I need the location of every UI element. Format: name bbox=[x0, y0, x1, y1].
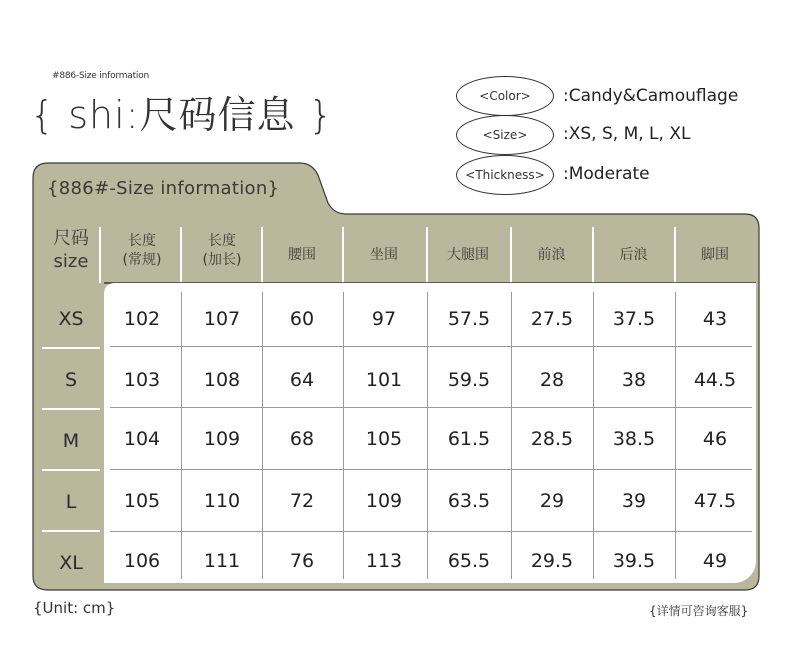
column-gridline bbox=[427, 292, 428, 579]
header-size-cn: 尺码 bbox=[53, 228, 89, 249]
row-gridline bbox=[110, 531, 752, 532]
page-title: { shi:尺码信息 } bbox=[30, 93, 334, 137]
row-label-xs: XS bbox=[58, 307, 84, 330]
table-cell: 57.5 bbox=[447, 308, 491, 330]
header-size-en: size bbox=[53, 251, 89, 272]
table-cell: 39.5 bbox=[612, 550, 656, 572]
table-cell: 110 bbox=[203, 490, 241, 512]
header-back-rise: 后浪 bbox=[619, 247, 648, 263]
table-cell: 59.5 bbox=[447, 369, 491, 391]
table-cell: 105 bbox=[123, 490, 161, 512]
header-length-regular: 长度 (常规) bbox=[122, 233, 162, 268]
table-cell: 72 bbox=[289, 490, 315, 512]
header-waist: 腰围 bbox=[288, 247, 316, 263]
table-cell: 38.5 bbox=[612, 428, 656, 450]
table-cell: 97 bbox=[371, 308, 397, 330]
table-cell: 60 bbox=[289, 308, 315, 330]
header-front-rise: 前浪 bbox=[537, 247, 566, 263]
row-gridline bbox=[110, 469, 752, 470]
table-cell: 28.5 bbox=[530, 428, 574, 450]
table-cell: 49 bbox=[702, 550, 728, 572]
table-cell: 109 bbox=[365, 490, 403, 512]
row-gridline bbox=[110, 346, 752, 347]
row-label-l: L bbox=[65, 490, 77, 513]
table-cell: 64 bbox=[289, 369, 315, 391]
size-value: :XS, S, M, L, XL bbox=[563, 124, 691, 144]
table-cell: 39 bbox=[621, 490, 647, 512]
customer-service-note: {详情可咨询客服} bbox=[649, 604, 749, 618]
header-hip: 坐围 bbox=[370, 247, 398, 263]
size-key-pill: <Size> bbox=[456, 115, 554, 155]
table-cell: 65.5 bbox=[447, 550, 491, 572]
table-cell: 105 bbox=[365, 428, 403, 450]
header-length-long: 长度 (加长) bbox=[202, 233, 242, 268]
table-cell: 28 bbox=[539, 369, 565, 391]
table-cell: 113 bbox=[365, 550, 403, 572]
table-cell: 29 bbox=[539, 490, 565, 512]
table-cell: 106 bbox=[123, 550, 161, 572]
table-cell: 61.5 bbox=[447, 428, 491, 450]
color-value: :Candy&Camouflage bbox=[563, 86, 739, 106]
thickness-value: :Moderate bbox=[563, 164, 650, 184]
card-title: {886#-Size information} bbox=[47, 178, 280, 199]
table-cell: 46 bbox=[702, 428, 728, 450]
row-gridline bbox=[110, 407, 752, 408]
table-cell: 76 bbox=[289, 550, 315, 572]
table-cell: 109 bbox=[203, 428, 241, 450]
table-cell: 111 bbox=[203, 550, 241, 572]
header-leg-opening: 脚围 bbox=[701, 247, 729, 263]
row-label-m: M bbox=[62, 429, 80, 452]
table-cell: 102 bbox=[123, 308, 161, 330]
table-cell: 108 bbox=[203, 369, 241, 391]
header-thigh: 大腿围 bbox=[447, 247, 489, 263]
table-cell: 37.5 bbox=[612, 308, 656, 330]
row-label-s: S bbox=[64, 368, 78, 391]
size-info-small-label: #886-Size information bbox=[52, 71, 150, 81]
table-cell: 103 bbox=[123, 369, 161, 391]
table-cell: 68 bbox=[289, 428, 315, 450]
row-label-xl: XL bbox=[59, 551, 83, 574]
table-cell: 43 bbox=[702, 308, 728, 330]
table-cell: 38 bbox=[621, 369, 647, 391]
table-cell: 44.5 bbox=[693, 369, 737, 391]
table-cell: 47.5 bbox=[693, 490, 737, 512]
table-cell: 29.5 bbox=[530, 550, 574, 572]
table-cell: 101 bbox=[365, 369, 403, 391]
table-cell: 63.5 bbox=[447, 490, 491, 512]
table-cell: 27.5 bbox=[530, 308, 574, 330]
color-key-pill: <Color> bbox=[456, 76, 554, 116]
table-cell: 107 bbox=[203, 308, 241, 330]
thickness-key-pill: <Thickness> bbox=[456, 155, 554, 195]
unit-note: {Unit: cm} bbox=[33, 599, 116, 617]
table-cell: 104 bbox=[123, 428, 161, 450]
